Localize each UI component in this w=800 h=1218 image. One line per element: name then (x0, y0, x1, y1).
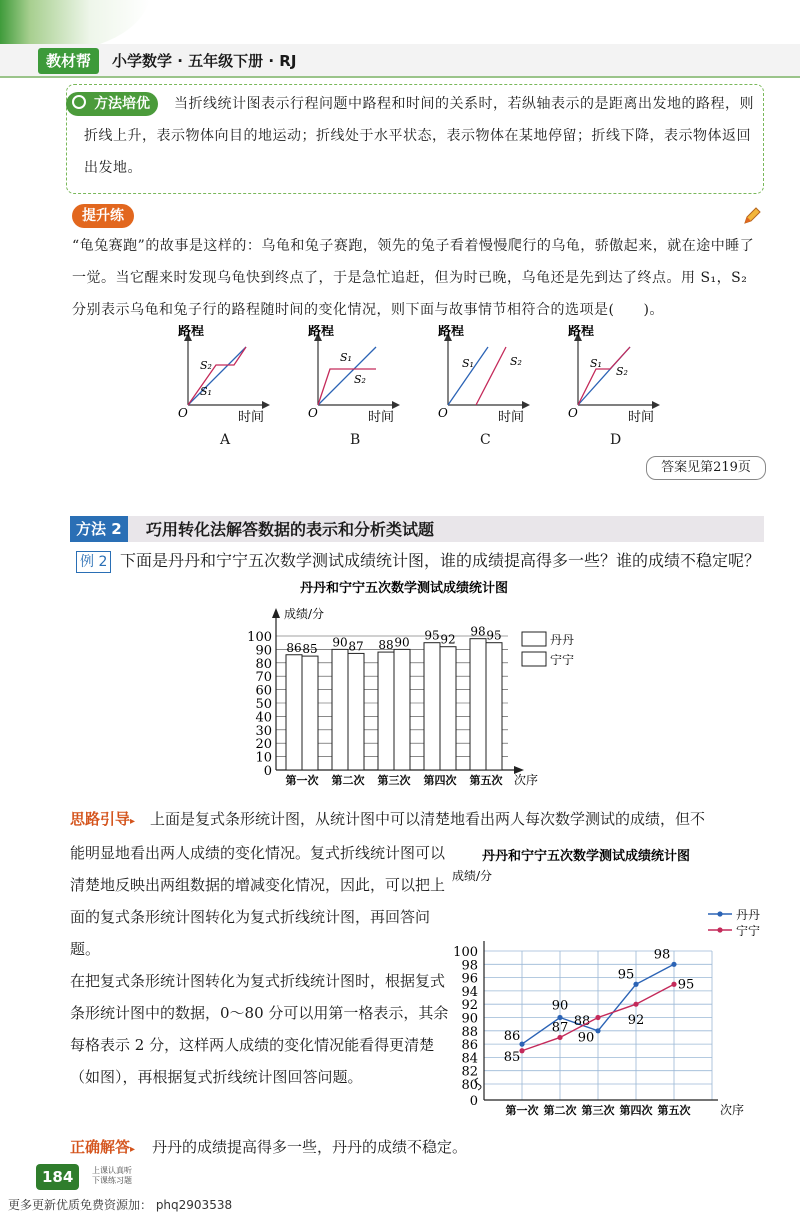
y-axis-label: 路程 (568, 325, 595, 339)
point-value-label: 85 (503, 1049, 521, 1065)
option-graph-a (176, 325, 286, 425)
y-tick-label: 100 (247, 630, 272, 645)
s2-line (476, 347, 506, 405)
chart-title: 丹丹和宁宁五次数学测试成绩统计图 (482, 849, 691, 864)
y-tick-label: 50 (255, 697, 272, 712)
x-tick-label: 第二次 (331, 774, 365, 787)
bar-value-label: 95 (486, 628, 502, 643)
y-tick-label: 10 (255, 750, 272, 766)
option-label-d: D (610, 432, 622, 448)
chart-title: 丹丹和宁宁五次数学测试成绩统计图 (300, 581, 509, 596)
legend-marker-宁宁 (717, 927, 722, 932)
answer-label (70, 1136, 135, 1157)
y-axis-label: 成绩/分 (452, 869, 493, 883)
data-point-宁宁 (595, 1015, 600, 1020)
y-tick-label: 98 (461, 958, 478, 974)
legend-swatch-宁宁 (522, 652, 546, 666)
hint-para1: 能明显地看出两人成绩的变化情况。复式折线统计图可以清楚地反映出两组数据的增减变化情况，因此，可以把上面的复式条形统计图转化为复式折线统计图，再回答问题。 (70, 844, 446, 958)
example-tag: 例 2 (76, 551, 111, 573)
answer-reference: 答案见第219页 (646, 456, 766, 480)
point-value-label: 90 (551, 998, 569, 1014)
answer-text: 丹丹的成绩提高得多一些，丹丹的成绩不稳定。 (152, 1138, 468, 1156)
legend-swatch-丹丹 (522, 632, 546, 646)
point-value-label: 95 (677, 977, 695, 993)
legend-marker-丹丹 (717, 911, 722, 916)
answer-label-text: 正确解答 (70, 1138, 131, 1156)
origin-label: O (308, 406, 318, 420)
y-tick-label: 0 (263, 764, 272, 779)
x-tick-label: 第一次 (505, 1104, 539, 1117)
option-label-c: C (480, 432, 491, 448)
data-point-丹丹 (595, 1028, 600, 1033)
y-tick-label: 80 (461, 1078, 478, 1093)
y-tick-label: 20 (255, 737, 272, 753)
x-tick-label: 第三次 (581, 1104, 615, 1117)
line-chart (446, 842, 768, 1124)
bar-chart (240, 576, 610, 790)
option-label-a: A (220, 432, 231, 448)
practice-text: “龟兔赛跑”的故事是这样的：乌龟和兔子赛跑，领先的兔子看着慢慢爬行的乌龟，骄傲起来，就在途中睡了一觉。当它醒来时发现乌龟快到终点了，于是急忙追赶，但为时已晚，乌龟还是先到达了终点。用 S₁，S₂ 分别表示乌龟和兔子行的路程随时间的变化情况，则下面与故事情节相符合的选项是( )。 (72, 238, 755, 318)
y-tick-label: 90 (255, 643, 272, 659)
data-point-宁宁 (671, 982, 676, 987)
point-value-label: 86 (503, 1029, 521, 1045)
x-axis-label: 次序 (720, 1103, 745, 1117)
y-tick-label: 88 (461, 1024, 478, 1040)
x-tick-label: 第三次 (377, 774, 411, 787)
pencil-icon (742, 206, 762, 226)
x-tick-label: 第一次 (285, 774, 319, 787)
bar-value-label: 87 (348, 639, 364, 654)
page-note: 上课认真听 下课练习题 (92, 1166, 132, 1185)
brand-tab: 教材帮 (38, 48, 99, 74)
bar-value-label: 90 (332, 635, 348, 650)
option-graph-c (436, 325, 546, 425)
s1-label: S₁ (462, 357, 474, 370)
data-point-丹丹 (633, 982, 638, 987)
hint-line1: 上面是复式条形统计图，从统计图中可以清楚地看出两人每次数学测试的成绩，但不 (150, 810, 706, 828)
y-tick-label: 92 (461, 998, 478, 1014)
y-tick-label: 96 (461, 971, 478, 987)
origin-label: O (568, 406, 578, 420)
s1-line (188, 347, 246, 405)
data-point-丹丹 (557, 1015, 562, 1020)
hint-marker: ▸ (130, 816, 136, 827)
bar-value-label: 92 (440, 632, 456, 647)
x-tick-label: 第二次 (543, 1104, 577, 1117)
bar-宁宁 (486, 643, 502, 770)
s2-label: S₂ (354, 373, 366, 386)
s1-label: S₁ (340, 351, 352, 364)
point-value-label: 95 (617, 967, 635, 983)
y-axis-label: 路程 (438, 325, 465, 339)
point-value-label: 92 (627, 1013, 645, 1029)
y-axis-label: 路程 (178, 325, 205, 339)
point-value-label: 87 (551, 1020, 569, 1036)
legend-label-丹丹: 丹丹 (736, 908, 761, 922)
bar-value-label: 95 (424, 628, 440, 643)
y-axis-arrow (272, 608, 280, 618)
x-tick-label: 第四次 (423, 774, 457, 787)
data-point-丹丹 (671, 962, 676, 967)
legend-label-宁宁: 宁宁 (550, 653, 575, 667)
footer-source: 更多更新优质免费资源加： phq2903538 (8, 1198, 233, 1212)
y-tick-label: 80 (255, 656, 272, 672)
option-graph-b (306, 325, 416, 425)
y-tick-label: 100 (453, 945, 478, 960)
x-axis-arrow (652, 401, 660, 409)
bar-丹丹 (424, 643, 440, 770)
x-tick-label: 第四次 (619, 1104, 653, 1117)
x-axis-label: 时间 (238, 410, 265, 425)
section-tag: 方法 2 (70, 516, 128, 542)
s1-label: S₁ (200, 385, 212, 398)
point-value-label: 88 (573, 1013, 591, 1029)
bar-value-label: 88 (378, 638, 394, 653)
y-tick-label: 60 (255, 683, 272, 699)
legend-label-丹丹: 丹丹 (550, 633, 575, 647)
y-tick-label: 84 (461, 1051, 478, 1067)
bar-宁宁 (394, 649, 410, 770)
y-axis-label: 成绩/分 (284, 607, 325, 621)
bar-value-label: 90 (394, 635, 410, 650)
hint-para2: 在把复式条形统计图转化为复式折线统计图时，根据复式条形统计图中的数据，0～80 分可以用第一格表示，其余每格表示 2 分，这样两人成绩的变化情况能看得更清楚（如图），再根据复式折线统计图回答问题。 (70, 972, 449, 1086)
y-axis-label: 路程 (308, 325, 335, 339)
option-label-b: B (350, 432, 361, 448)
y-tick-label: 40 (255, 710, 272, 726)
y-tick-label: 82 (461, 1064, 478, 1080)
x-tick-label: 第五次 (657, 1104, 691, 1117)
book-title: 小学数学 · 五年级下册 · RJ (112, 52, 297, 70)
legend-label-宁宁: 宁宁 (736, 924, 761, 938)
hint-paragraphs (70, 837, 450, 1093)
method-tip-text: 当折线统计图表示行程问题中路程和时间的关系时，若纵轴表示的是距离出发地的路程，则折线上升，表示物体向目的地运动；折线处于水平状态，表示物体在某地停留；折线下降，表示物体返回出发地。 (84, 96, 754, 176)
data-point-宁宁 (633, 1002, 638, 1007)
option-graph-d (566, 325, 676, 425)
x-axis-arrow (262, 401, 270, 409)
x-axis-arrow (522, 401, 530, 409)
bar-value-label: 86 (286, 640, 302, 655)
bar-value-label: 85 (302, 642, 318, 657)
s1-label: S₁ (590, 357, 602, 370)
bar-丹丹 (286, 655, 302, 770)
s1-line (448, 347, 488, 405)
x-axis-label: 次序 (514, 773, 539, 787)
origin-label: O (438, 406, 448, 420)
practice-tag: 提升练 (72, 204, 134, 228)
y-tick-label: 70 (255, 670, 272, 686)
bar-丹丹 (378, 652, 394, 770)
origin-label: O (178, 406, 188, 420)
page-number: 184 (36, 1164, 79, 1190)
s2-label: S₂ (510, 355, 522, 368)
x-axis-label: 时间 (628, 410, 655, 425)
s2-label: S₂ (616, 365, 628, 378)
hint-label-text: 思路引导 (70, 810, 131, 828)
y-tick-label: 30 (255, 723, 272, 739)
example-text: 下面是丹丹和宁宁五次数学测试成绩统计图，谁的成绩提高得多一些？谁的成绩不稳定呢？ (120, 551, 761, 570)
y-tick-label: 0 (469, 1094, 478, 1109)
bar-宁宁 (302, 656, 318, 770)
bar-宁宁 (348, 653, 364, 770)
point-value-label: 90 (577, 1030, 595, 1046)
y-tick-label: 86 (461, 1038, 478, 1054)
s2-line (318, 369, 376, 405)
x-axis-arrow (392, 401, 400, 409)
section-title: 巧用转化法解答数据的表示和分析类试题 (146, 520, 435, 539)
x-tick-label: 第五次 (469, 774, 503, 787)
hint-label (70, 808, 135, 829)
bar-value-label: 98 (470, 624, 486, 639)
x-axis-label: 时间 (368, 410, 395, 425)
s2-label: S₂ (200, 359, 212, 372)
bar-宁宁 (440, 647, 456, 770)
bar-丹丹 (332, 649, 348, 770)
point-value-label: 98 (653, 947, 671, 963)
bar-丹丹 (470, 639, 486, 770)
x-axis-label: 时间 (498, 410, 525, 425)
data-point-宁宁 (557, 1035, 562, 1040)
answer-marker: ▸ (130, 1144, 136, 1155)
method-tip-label: 方法培优 (94, 96, 150, 112)
y-tick-label: 94 (461, 984, 478, 1000)
y-tick-label: 90 (461, 1011, 478, 1027)
